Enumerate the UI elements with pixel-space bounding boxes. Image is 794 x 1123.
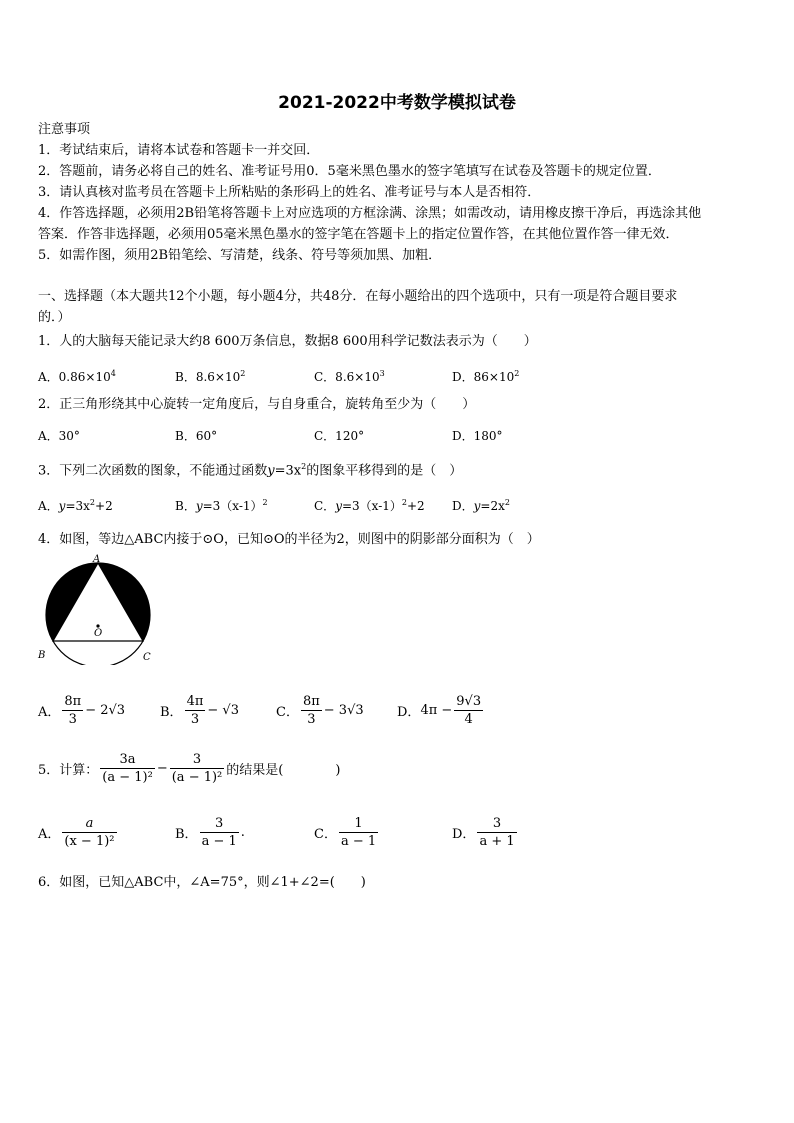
label-o: O <box>94 628 103 639</box>
q3-option-c: C．$y=3(x-1)^2+2$ <box>314 498 425 513</box>
q5-stem: 5．计算： $\frac{3a}{\text{(a − 1)²}}$ − $\frac{3}{\text{(a − 1)²}}$ 的结果是( ) <box>38 752 341 785</box>
notice-heading: 注意事项 <box>38 122 91 137</box>
label-a: A <box>93 554 101 565</box>
q3-option-b: B．$y=3(x-1)^2$ <box>175 498 268 513</box>
section-heading-line2: 的．） <box>38 310 71 325</box>
q4-figure <box>36 553 160 665</box>
q1-option-a: A．$0.86\times 10^4$ <box>38 369 116 384</box>
q4-option-d: D． 4π − $\frac{9√3}{4}$ <box>397 694 482 727</box>
notice-line-6: 5．如需作图，须用2B铅笔绘、写清楚，线条、符号等须加黑、加粗． <box>38 248 442 263</box>
q1-option-d: D．$86\times 10^2$ <box>452 369 520 384</box>
q2-option-b: B．60° <box>175 429 218 443</box>
q5-option-b: B． $\frac{3}{a - 1}$ . <box>175 816 245 849</box>
q1-stem: 1．人的大脑每天能记录大约8 600万条信息，数据8 600用科学记数法表示为（ ） <box>38 334 537 349</box>
q5-option-a: A． $\frac{a}{\text{(x − 1)²}}$ <box>38 816 115 849</box>
q2-stem: 2．正三角形绕其中心旋转一定角度后，与自身重合，旋转角至少为（ ） <box>38 397 476 412</box>
q2-option-c: C．120° <box>314 429 365 443</box>
q5-option-d: D． $\frac{3}{a + 1}$ <box>452 816 515 849</box>
q4-stem: 4．如图，等边△ABC内接于⊙O，已知⊙O的半径为2，则图中的阴影部分面积为（ ） <box>38 532 540 547</box>
q4-option-a: A． $\frac{8\pi}{3}$ − 2√3 <box>38 694 126 727</box>
q6-stem: 6．如图，已知△ABC中，∠A=75°，则∠1+∠2=( ) <box>38 875 366 890</box>
notice-line-3: 3．请认真核对监考员在答题卡上所粘贴的条形码上的姓名、准考证号与本人是否相符． <box>38 185 541 200</box>
q3-option-d: D．$y=2x^2$ <box>452 498 510 513</box>
q1-option-c: C．$8.6\times 10^3$ <box>314 369 385 384</box>
q1-option-b: B．$8.6\times 10^2$ <box>175 369 246 384</box>
q5-option-c: C． $\frac{1}{a - 1}$ <box>314 816 377 849</box>
q4-option-b: B． $\frac{4\pi}{3}$ − √3 <box>160 694 239 727</box>
notice-line-4: 4．作答选择题，必须用2B铅笔将答题卡上对应选项的方框涂满、涂黑；如需改动，请用橡皮擦干净后，再选涂其他 <box>38 206 702 221</box>
q2-option-a: A．30° <box>38 429 80 443</box>
label-b: B <box>38 650 46 661</box>
q2-option-d: D．180° <box>452 429 503 443</box>
q3-stem: 3．下列二次函数的图象，不能通过函数$y=3x^2$的图象平移得到的是（ ） <box>38 462 463 479</box>
notice-line-5: 答案．作答非选择题，必须用05毫米黑色墨水的签字笔在答题卡上的指定位置作答，在其他位置作答一律无效． <box>38 227 679 242</box>
q3-option-a: A．$y=3x^2+2$ <box>38 498 113 513</box>
label-c: C <box>143 652 151 663</box>
q4-option-c: C． $\frac{8\pi}{3}$ − 3√3 <box>276 694 364 727</box>
notice-line-2: 2．答题前，请务必将自己的姓名、准考证号用0．5毫米黑色墨水的签字笔填写在试卷及答题卡的规定位置． <box>38 164 661 179</box>
section-heading-line1: 一、选择题（本大题共12个小题，每小题4分，共48分．在每小题给出的四个选项中，只有一项是符合题目要求 <box>38 289 678 304</box>
page-title: 2021-2022中考数学模拟试卷 <box>278 93 516 113</box>
notice-line-1: 1．考试结束后，请将本试卷和答题卡一并交回． <box>38 143 320 158</box>
